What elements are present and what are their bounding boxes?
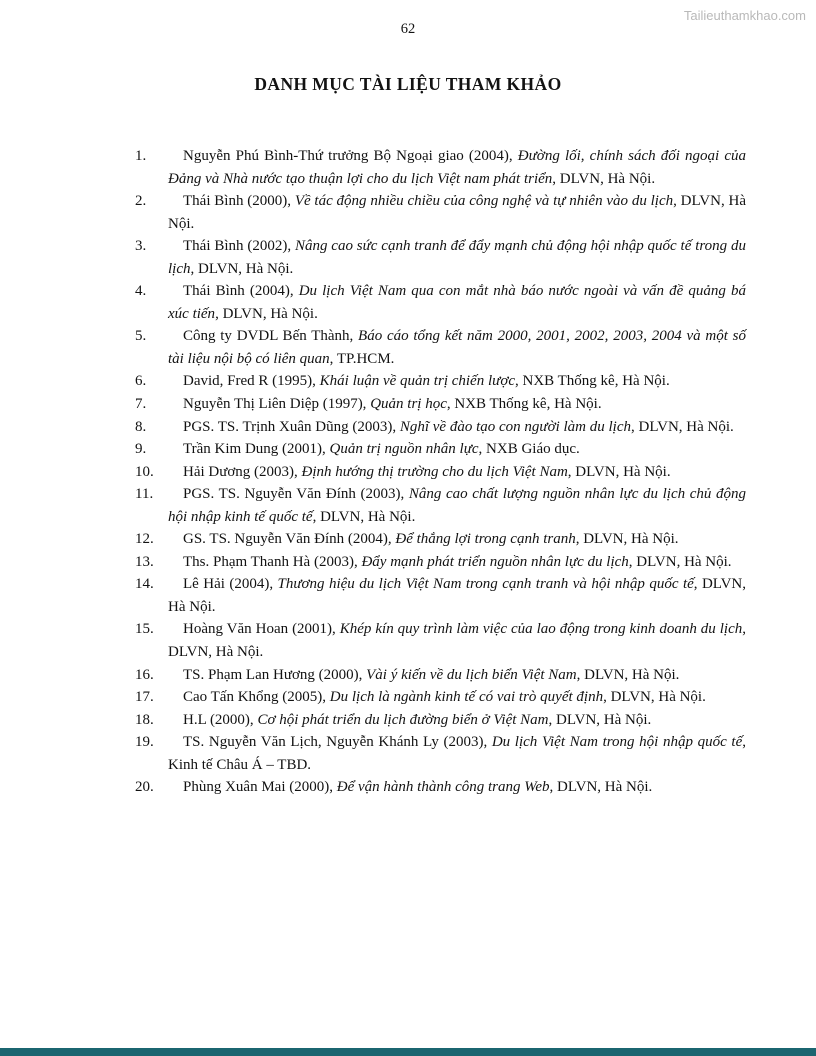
reference-text: Công ty DVDL Bến Thành, — [183, 328, 359, 345]
reference-text: Nguyễn Phú Bình-Thứ trưởng Bộ Ngoại giao (2004), — [183, 148, 518, 164]
reference-item — [135, 618, 746, 663]
reference-text: TS. Nguyễn Văn Lịch, Nguyễn Khánh Ly (2003), — [183, 734, 492, 751]
reference-number: 3. — [135, 238, 147, 255]
reference-text: , DLVN, Hà Nội. — [168, 576, 746, 615]
reference-item — [135, 280, 746, 325]
reference-title: Nâng cao sức cạnh tranh để đẩy mạnh chủ động hội nhập quốc tế trong du lịch — [168, 238, 746, 277]
reference-item — [135, 551, 746, 574]
reference-text: , DLVN, Hà Nội. — [168, 621, 746, 661]
reference-text: , DLVN, Hà Nội. — [312, 508, 416, 525]
reference-title: Báo cáo tổng kết năm 2000, 2001, 2002, 2003, 2004 và một số tài liệu nội bộ có liên quan — [168, 328, 746, 367]
reference-item — [135, 370, 746, 393]
reference-title: Vài ý kiến về du lịch biển Việt Nam — [366, 666, 577, 683]
reference-text: Lê Hải (2004), — [183, 576, 278, 593]
reference-title: Để thắng lợi trong cạnh tranh — [395, 531, 576, 548]
reference-number: 12. — [135, 531, 154, 548]
reference-title: Cơ hội phát triển du lịch đường biển ở Việt Nam — [257, 711, 549, 728]
reference-title: Khái luận về quản trị chiến lược — [319, 373, 515, 390]
reference-title: Nghĩ về đào tạo con người làm du lịch — [399, 418, 632, 435]
reference-text: Hải Dương (2003), — [183, 463, 302, 480]
reference-number: 14. — [135, 576, 154, 593]
reference-text: Cao Tấn Khổng (2005), — [183, 689, 330, 706]
page-number: 62 — [400, 21, 416, 37]
reference-title: Thương hiệu du lịch Việt Nam trong cạnh tranh và hội nhập quốc tế — [277, 576, 694, 593]
reference-text: Thái Bình (2000), — [183, 193, 295, 210]
reference-number: 19. — [135, 734, 154, 751]
reference-title: Quản trị học — [370, 396, 447, 413]
reference-text: Thái Bình (2004), — [183, 283, 299, 300]
reference-text: Nguyễn Thị Liên Diệp (1997), — [183, 396, 371, 413]
footer-bar — [0, 1048, 816, 1056]
reference-item — [135, 461, 746, 484]
reference-number: 1. — [135, 148, 147, 164]
reference-text: , DLVN, Hà Nội. — [168, 193, 746, 232]
reference-text: , DLVN, Hà Nội. — [215, 305, 318, 322]
reference-text: , NXB Giáo dục. — [478, 441, 580, 458]
reference-text: Trần Kim Dung (2001), — [183, 441, 330, 458]
reference-number: 6. — [135, 373, 147, 390]
reference-text: David, Fred R (1995), — [183, 373, 320, 390]
reference-title: Đường lối, chính sách đối ngoại của Đảng và Nhà nước tạo thuận lợi cho du lịch Việt nam phát triển — [168, 148, 746, 187]
reference-title: Định hướng thị trường cho du lịch Việt Nam — [301, 463, 568, 480]
reference-item — [135, 483, 746, 528]
site-watermark: Tailieuthamkhao.com — [683, 8, 806, 23]
reference-text: , DLVN, Hà Nội. — [575, 531, 679, 548]
reference-number: 10. — [135, 463, 154, 480]
reference-text: , DLVN, Hà Nội. — [603, 689, 706, 706]
reference-number: 18. — [135, 711, 154, 728]
reference-item — [135, 709, 746, 732]
reference-text: Thái Bình (2002), — [183, 238, 295, 255]
reference-number: 15. — [135, 621, 154, 638]
reference-text: H.L (2000), — [183, 711, 258, 728]
reference-list — [135, 145, 746, 799]
reference-item — [135, 325, 746, 370]
reference-text: , DLVN, Hà Nội. — [190, 260, 294, 277]
reference-item — [135, 528, 746, 551]
reference-item — [135, 664, 746, 687]
reference-title: Đẩy mạnh phát triển nguồn nhân lực du lịch — [361, 553, 629, 570]
reference-text: PGS. TS. Nguyễn Văn Đính (2003), — [183, 486, 409, 503]
reference-number: 4. — [135, 283, 147, 300]
reference-text: PGS. TS. Trịnh Xuân Dũng (2003), — [183, 418, 400, 435]
page-title: DANH MỤC TÀI LIỆU THAM KHẢO — [254, 74, 562, 94]
reference-item — [135, 416, 746, 439]
reference-text: Hoàng Văn Hoan (2001), — [183, 621, 340, 638]
reference-text: TS. Phạm Lan Hương (2000), — [183, 666, 367, 683]
reference-number: 7. — [135, 396, 147, 413]
reference-text: , DLVN, Hà Nội. — [576, 666, 680, 683]
reference-text: , DLVN, Hà Nội. — [567, 463, 671, 480]
reference-number: 16. — [135, 666, 154, 683]
reference-item — [135, 731, 746, 776]
reference-item — [135, 573, 746, 618]
reference-item — [135, 145, 746, 190]
reference-text: Phùng Xuân Mai (2000), — [183, 779, 337, 796]
reference-number: 13. — [135, 553, 154, 570]
reference-title: Du lịch Việt Nam trong hội nhập quốc tế — [491, 734, 743, 751]
reference-text: , DLVN, Hà Nội. — [552, 170, 656, 187]
reference-number: 11. — [135, 486, 154, 503]
reference-text: GS. TS. Nguyễn Văn Đính (2004), — [183, 531, 396, 548]
reference-number: 5. — [135, 328, 147, 345]
reference-title: Quản trị nguồn nhân lực — [329, 441, 479, 458]
reference-item — [135, 776, 746, 799]
reference-item — [135, 393, 746, 416]
reference-text: , DLVN, Hà Nội. — [548, 711, 652, 728]
reference-title: Về tác động nhiều chiều của công nghệ và tự nhiên vào du lịch — [294, 193, 674, 210]
reference-number: 17. — [135, 689, 154, 706]
reference-text: , Kinh tế Châu Á – TBD. — [168, 734, 746, 773]
reference-text: , NXB Thống kê, Hà Nội. — [446, 396, 602, 413]
reference-text: Ths. Phạm Thanh Hà (2003), — [183, 553, 362, 570]
reference-item — [135, 686, 746, 709]
reference-title: Du lịch là ngành kinh tế có vai trò quyết định — [329, 689, 604, 706]
reference-item — [135, 438, 746, 461]
reference-item — [135, 190, 746, 235]
reference-text: , DLVN, Hà Nội. — [549, 779, 653, 796]
reference-number: 9. — [135, 441, 147, 458]
reference-text: , NXB Thống kê, Hà Nội. — [514, 373, 670, 390]
reference-number: 8. — [135, 418, 147, 435]
reference-number: 20. — [135, 779, 154, 796]
reference-text: , DLVN, Hà Nội. — [631, 418, 734, 435]
reference-title: Khép kín quy trình làm việc của lao động trong kinh doanh du lịch — [339, 621, 743, 638]
reference-title: Để vận hành thành công trang Web — [336, 779, 550, 796]
reference-item — [135, 235, 746, 280]
reference-number: 2. — [135, 193, 147, 210]
reference-title: Nâng cao chất lượng nguồn nhân lực du lịch chủ động hội nhập kinh tế quốc tế — [168, 486, 746, 525]
reference-text: , DLVN, Hà Nội. — [628, 553, 732, 570]
reference-text: , TP.HCM. — [329, 350, 395, 367]
reference-title: Du lịch Việt Nam qua con mắt nhà báo nước ngoài và vấn đề quảng bá xúc tiến — [168, 283, 746, 322]
